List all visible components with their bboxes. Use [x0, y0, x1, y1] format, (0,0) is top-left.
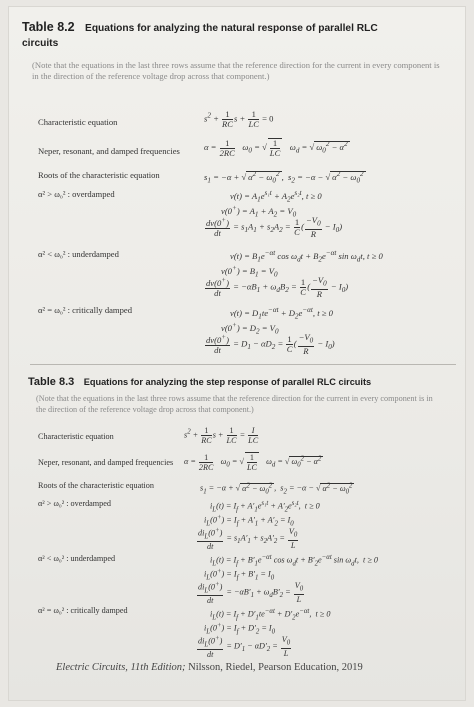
citation-book: Electric Circuits, 11th Edition;: [56, 662, 186, 673]
eq-crit-3: $\frac{di_L(0^+)}{dt}$ = $D'_1 - \alpha D'_2$ = $\frac{V_0}{L}$: [198, 635, 291, 660]
row-label-frequencies: Neper, resonant, and damped frequencies: [38, 458, 174, 467]
eq-under-3: $\frac{di_L(0^+)}{dt}$ = $-\alpha B'_1 + \omega_dB'_2$ = $\frac{V_0}{L}$: [198, 581, 304, 606]
row-label-roots: Roots of the characteristic equation: [38, 481, 154, 490]
eq-over-1: $v(t) = A_1e^{s_1t} + A_2e^{s_2t}$, t ≥ 0: [230, 189, 322, 204]
eq-under-1: $i_L(t) = I_f + B'_1e^{-\alpha t}$ $\cos \omega_dt + B'_2e^{-\alpha t}$ $\sin \omega_dt$, t ≥ 0: [210, 554, 378, 568]
table-number: Table 8.2: [22, 20, 75, 34]
row-label-frequencies: Neper, resonant, and damped frequencies: [38, 146, 180, 156]
eq-roots: $s_1 = -\alpha$ + √ $\alpha^2 - \omega_0^2$ , $s_2 = -\alpha$ − √ $\alpha^2 - \omega_0^2$: [204, 170, 364, 185]
row-label-overdamped: α² > ω₀² : overdamped: [38, 189, 115, 199]
eq-crit-1: $v(t) = D_1te^{-\alpha t} + D_2e^{-\alpha t}$, t ≥ 0: [230, 306, 333, 321]
eq-crit-3: $\frac{dv(0^+)}{dt}$ = $D_1 - \alpha D_2$ = $\frac{1}{C}$ ( $\frac{-V_0}{R}$ − $I_0$): [206, 332, 335, 356]
textbook-page: [8, 6, 466, 701]
table-title: Equations for analyzing the natural response of parallel RLC: [85, 23, 378, 34]
eq-crit-2: $i_L(0^+) = I_f + D'_2 = I_0$: [204, 622, 276, 636]
eq-over-2: $v(0^+) = A_1 + A_2 = V_0$: [221, 204, 297, 219]
eq-characteristic: $s^2$ + $\frac{1}{RC}$ s + $\frac{1}{LC}$ = $\frac{I}{LC}$: [184, 426, 259, 445]
row-label-roots: Roots of the characteristic equation: [38, 170, 160, 180]
table-note: (Note that the equations in the last three rows assume that the reference direction for the current in every component is in the direction of the reference voltage drop across that component.): [32, 60, 440, 81]
table-number: Table 8.3: [28, 376, 75, 388]
eq-over-3: $\frac{dv(0^+)}{dt}$ = $s_1A_1 + s_2A_2$ = $\frac{1}{C}$ ( $\frac{-V_0}{R}$ − $I_0$): [206, 215, 343, 239]
row-label-characteristic: Characteristic equation: [38, 432, 114, 441]
row-label-underdamped: α² < ω₀² : underdamped: [38, 554, 116, 563]
eq-over-2: $i_L(0^+) = I_f + A'_1 + A'_2 = I_0$: [204, 514, 294, 528]
row-label-critically-damped: α² = ω₀² : critically damped: [38, 606, 128, 615]
table-divider: [30, 364, 456, 365]
eq-under-1: $v(t) = B_1e^{-\alpha t}$ $\cos \omega_dt + B_2e^{-\alpha t}$ $\sin \omega_dt$, t ≥ 0: [230, 249, 383, 264]
citation: [56, 662, 363, 673]
eq-frequencies: α = $\frac{1}{2RC}$ $\omega_0$ = √ $\frac{1}{LC}$ $\omega_d$ = √ $\omega_0^2 - \alpha^2$: [204, 137, 348, 158]
table-8-2-heading: [22, 18, 378, 49]
eq-roots: $s_1 = -\alpha$ + √ $\alpha^2 - \omega_0^2$ , $s_2 = -\alpha$ − √ $\alpha^2 - \omega_0^2$: [200, 482, 353, 496]
eq-under-2: $v(0^+) = B_1 = V_0$: [221, 264, 278, 279]
eq-under-3: $\frac{dv(0^+)}{dt}$ = $-\alpha B_1 + \omega_dB_2$ = $\frac{1}{C}$ ( $\frac{-V_0}{R}$ − $I_0$): [206, 275, 349, 299]
row-label-characteristic: Characteristic equation: [38, 117, 118, 127]
table-note: (Note that the equations in the last three rows assume that the reference direction for the current in every component is in the direction of the reference voltage drop across that component.): [36, 394, 433, 414]
table-8-3-heading: [28, 372, 371, 390]
eq-over-3: $\frac{di_L(0^+)}{dt}$ = $s_1A'_1 + s_2A'_2$ = $\frac{V_0}{L}$: [198, 527, 298, 552]
row-label-underdamped: α² < ω₀² : underdamped: [38, 249, 119, 259]
eq-crit-2: $v(0^+) = D_2 = V_0$: [221, 321, 279, 336]
eq-crit-1: $i_L(t) = I_f + D'_1te^{-\alpha t} + D'_2e^{-\alpha t}$, t ≥ 0: [210, 608, 331, 622]
row-label-overdamped: α² > ω₀² : overdamped: [38, 499, 111, 508]
citation-authors: Nilsson, Riedel, Pearson Education, 2019: [188, 662, 363, 673]
eq-under-2: $i_L(0^+) = I_f + B'_1 = I_0$: [204, 568, 275, 582]
table-title-cont: circuits: [22, 38, 59, 49]
eq-characteristic: $s^2$ + $\frac{1}{RC}$ s + $\frac{1}{LC}$ = 0: [204, 109, 274, 129]
table-title: Equations for analyzing the step response of parallel RLC circuits: [83, 377, 372, 387]
eq-frequencies: α = $\frac{1}{2RC}$ $\omega_0$ = √ $\frac{1}{LC}$ $\omega_d$ = √ $\omega_0^2 - \alpha^2$: [184, 452, 322, 472]
row-label-critically-damped: α² = ω₀² : critically damped: [38, 305, 133, 315]
eq-over-1: $i_L(t) = I_f + A'_1e^{s_1t} + A'_2e^{s_2t}$, t ≥ 0: [210, 500, 320, 514]
